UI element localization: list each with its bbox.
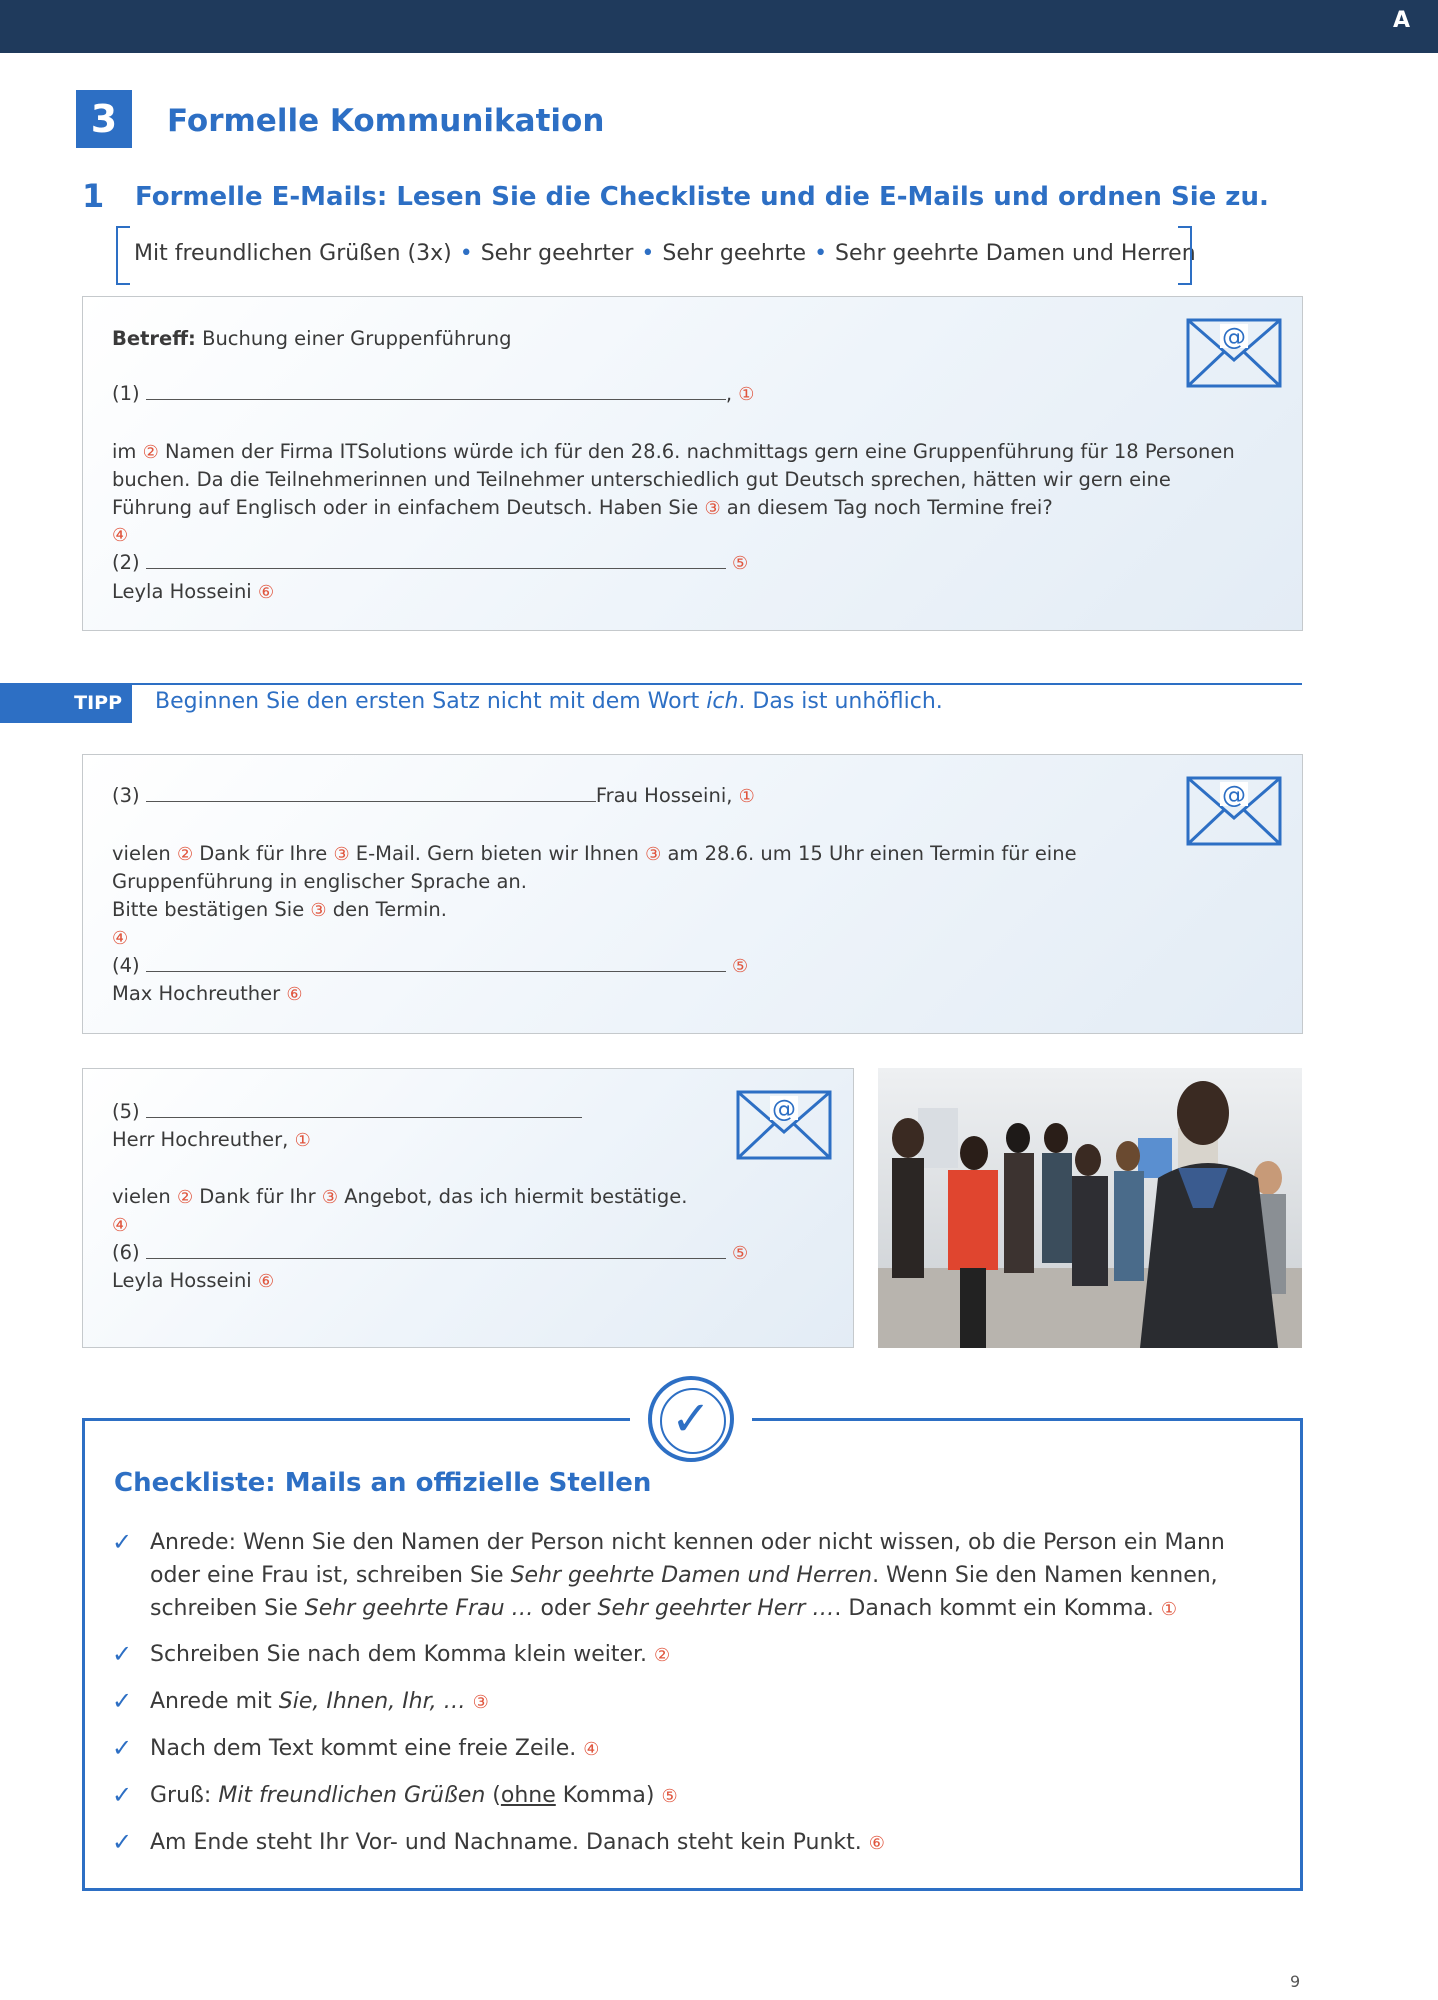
word-option: Sehr geehrte Damen und Herren (835, 241, 1196, 266)
check-icon: ✓ (112, 1528, 133, 1556)
checklist-item (112, 1826, 1262, 1860)
body-text: Bitte bestätigen Sie (112, 898, 305, 921)
email-3-gap-5 (112, 1098, 582, 1126)
email-1-body-line-3 (112, 494, 1053, 523)
tipp-text-part: Beginnen Sie den ersten Satz nicht mit dem Wort (155, 689, 707, 714)
svg-text:@: @ (1222, 323, 1246, 351)
item-text: Nach dem Text kommt eine freie Zeile. (150, 1736, 577, 1761)
marker: ③ (704, 498, 721, 519)
email-2-body-line-3 (112, 896, 447, 925)
marker: ② (176, 844, 194, 865)
gap-number: (3) (112, 784, 140, 807)
top-bar (0, 0, 1438, 53)
exercise-number: 1 (82, 177, 105, 215)
email-icon (1186, 318, 1282, 388)
body-text: Führung auf Englisch oder in einfachem Deutsch. Haben Sie (112, 496, 699, 519)
marker: ⑤ (732, 553, 749, 574)
item-underlined: ohne (500, 1783, 556, 1808)
email-1-gap-1: (1) , ① (112, 382, 755, 405)
gap-blank[interactable] (146, 1241, 726, 1259)
marker: ③ (333, 844, 350, 865)
photo-illustration (878, 1068, 1302, 1348)
checklist-item-text (150, 1526, 1262, 1626)
item-emphasis: Mit freundlichen Grüßen (218, 1783, 486, 1808)
gap-number: (4) (112, 954, 140, 977)
tipp-text-part: . Das ist unhöflich. (738, 689, 943, 714)
item-text: Anrede: Wenn Sie den Namen der Person nicht kennen oder nicht wissen, ob die Person ein Mann (150, 1530, 1225, 1555)
marker: ⑥ (257, 582, 275, 603)
body-text: Namen der Firma ITSolutions würde ich für den 28.6. nachmittags gern eine Gruppenführung für 18 Personen (164, 440, 1235, 463)
check-icon: ✓ (112, 1828, 133, 1856)
item-text: Anrede mit (150, 1689, 279, 1714)
body-text: vielen (112, 842, 171, 865)
body-text: den Termin. (332, 898, 447, 921)
word-separator: • (641, 241, 655, 266)
marker: ④ (112, 525, 129, 546)
item-text: . Wenn Sie den Namen kennen, (872, 1563, 1218, 1588)
check-icon: ✓ (112, 1640, 133, 1668)
check-icon: ✓ (112, 1781, 133, 1809)
item-text: Am Ende steht Ihr Vor- und Nachname. Danach steht kein Punkt. (150, 1830, 862, 1855)
body-text: Dank für Ihre (199, 842, 328, 865)
item-text: Gruß: (150, 1783, 219, 1808)
marker: ⑥ (257, 1271, 275, 1292)
gap-blank[interactable] (146, 551, 726, 569)
marker: ④ (583, 1739, 600, 1760)
item-text: oder (533, 1596, 598, 1621)
item-text: . Danach kommt ein Komma. (834, 1596, 1154, 1621)
word-separator: • (459, 241, 473, 266)
tipp-badge: TIPP (0, 683, 132, 723)
marker: ③ (321, 1187, 339, 1208)
body-text: E-Mail. Gern bieten wir Ihnen (355, 842, 639, 865)
item-text: schreiben Sie (150, 1596, 305, 1621)
email-2-signature (112, 980, 303, 1009)
email-2-body-line-2: Gruppenführung in englischer Sprache an. (112, 870, 527, 893)
marker: ② (142, 442, 159, 463)
checklist-title: Checkliste: Mails an offizielle Stellen (114, 1468, 652, 1498)
marker: ② (176, 1187, 194, 1208)
marker: ① (294, 1130, 311, 1151)
checklist-item-text (150, 1732, 1262, 1766)
email-2-gap-3 (112, 782, 755, 811)
body-text: vielen (112, 1185, 171, 1208)
email-1-body-line-2: buchen. Da die Teilnehmerinnen und Teilnehmer unterschiedlich gut Deutsch sprechen, hätten wir gern eine (112, 468, 1171, 491)
item-text: oder eine Frau ist, schreiben Sie (150, 1563, 511, 1588)
marker: ⑤ (661, 1786, 678, 1807)
check-icon: ✓ (112, 1734, 133, 1762)
checklist-top-rule (752, 1418, 1303, 1421)
marker: ① (738, 786, 755, 807)
gap-number: (2) (112, 551, 140, 574)
signature-text: Leyla Hosseini (112, 1269, 252, 1292)
email-icon (736, 1090, 832, 1160)
marker: ④ (112, 928, 129, 949)
signature-text: Leyla Hosseini (112, 580, 252, 603)
marker: ④ (112, 1215, 129, 1236)
email-3-marker-4 (112, 1211, 128, 1240)
checklist-item (112, 1779, 1262, 1813)
email-2-marker-4 (112, 924, 128, 953)
body-text: am 28.6. um 15 Uhr einen Termin für eine (667, 842, 1077, 865)
gap-number: (6) (112, 1241, 140, 1264)
checklist-item-text (150, 1826, 1262, 1860)
tipp-text-emphasis: ich (706, 689, 739, 714)
email-3-body-line-1 (112, 1183, 688, 1212)
signature-text: Max Hochreuther (112, 982, 281, 1005)
checklist-item-text (150, 1685, 1262, 1719)
body-text: Angebot, das ich hiermit bestätige. (344, 1185, 688, 1208)
word-option: Sehr geehrte (662, 241, 807, 266)
checklist-top-rule (82, 1418, 630, 1421)
email-1-gap-2 (112, 549, 748, 578)
email-1-marker-4 (112, 521, 128, 550)
tipp-rule (0, 683, 1302, 685)
checklist-item (112, 1526, 1262, 1626)
item-text: Schreiben Sie nach dem Komma klein weiter. (150, 1642, 648, 1667)
tipp-text (155, 689, 943, 714)
marker: ② (654, 1645, 671, 1666)
gap-blank[interactable] (146, 954, 726, 972)
item-emphasis: Sie, Ihnen, Ihr, … (278, 1689, 466, 1714)
marker: ③ (310, 900, 327, 921)
unit-title: Formelle Kommunikation (167, 103, 605, 139)
gap-blank[interactable] (146, 784, 596, 802)
marker: ① (738, 384, 755, 405)
body-text: Dank für Ihr (199, 1185, 316, 1208)
salutation-text: Frau Hosseini, (595, 784, 733, 807)
email-1-subject (112, 325, 511, 353)
gap-number: (5) (112, 1100, 140, 1123)
page-number: 9 (1290, 1972, 1301, 1991)
word-option: Mit freundlichen Grüßen (3x) (134, 241, 452, 266)
marker: ③ (472, 1692, 489, 1713)
item-text: ( (485, 1783, 501, 1808)
item-text: Komma) (555, 1783, 655, 1808)
unit-number-badge: 3 (76, 90, 132, 148)
body-text: im (112, 440, 137, 463)
checkmark-glyph: ✓ (670, 1391, 712, 1447)
item-emphasis: Sehr geehrte Frau … (304, 1596, 534, 1621)
exercise-title: Formelle E-Mails: Lesen Sie die Checkliste und die E-Mails und ordnen Sie zu. (135, 182, 1269, 212)
marker: ⑥ (286, 984, 303, 1005)
checklist-item (112, 1685, 1262, 1719)
checkmark-icon (648, 1376, 734, 1462)
email-1-signature (112, 578, 274, 607)
item-emphasis: Sehr geehrte Damen und Herren (510, 1563, 873, 1588)
marker: ③ (645, 844, 662, 865)
checklist-item (112, 1732, 1262, 1766)
email-3-signature (112, 1267, 274, 1296)
check-icon: ✓ (112, 1687, 133, 1715)
svg-text:@: @ (1222, 781, 1246, 809)
marker: ① (1160, 1599, 1178, 1620)
subject-value: Buchung einer Gruppenführung (202, 327, 512, 350)
marker: ⑤ (732, 956, 749, 977)
word-box (116, 226, 1196, 281)
email-1-body-line-1 (112, 438, 1235, 467)
checklist-item-text (150, 1779, 1262, 1813)
corner-letter: A (1392, 8, 1410, 33)
checklist-item (112, 1638, 1262, 1672)
gap-blank[interactable] (146, 1100, 582, 1118)
checklist-item-text (150, 1638, 1262, 1672)
gap-blank[interactable] (146, 382, 726, 400)
body-text: an diesem Tag noch Termine frei? (726, 496, 1053, 519)
email-icon (1186, 776, 1282, 846)
svg-text:@: @ (772, 1095, 796, 1123)
salutation-text: Herr Hochreuther, (112, 1128, 289, 1151)
email-2-body-line-1 (112, 840, 1077, 869)
word-separator: • (814, 241, 828, 266)
marker: ⑥ (868, 1833, 885, 1854)
email-2-gap-4 (112, 952, 748, 981)
word-option: Sehr geehrter (480, 241, 634, 266)
item-emphasis: Sehr geehrter Herr … (597, 1596, 835, 1621)
subject-label: Betreff: (112, 327, 196, 350)
marker: ⑤ (732, 1243, 749, 1264)
group-tour-photo (878, 1068, 1302, 1348)
gap-number: (1) (112, 382, 140, 405)
email-3-salutation (112, 1126, 311, 1155)
email-3-gap-6 (112, 1239, 748, 1268)
